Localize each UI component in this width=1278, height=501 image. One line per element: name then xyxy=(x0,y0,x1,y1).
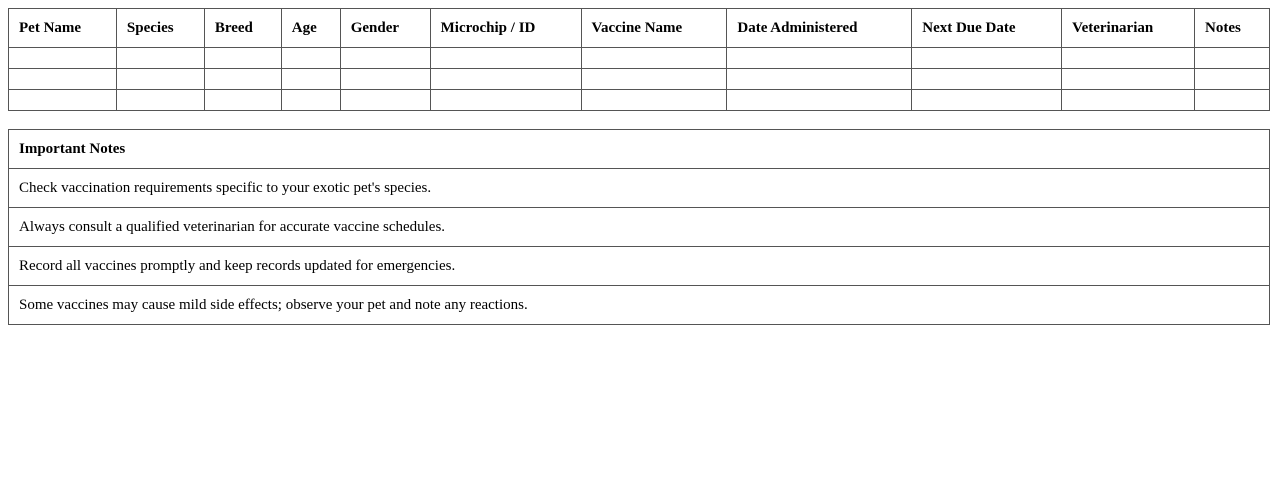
column-header-breed: Breed xyxy=(204,9,281,48)
table-cell[interactable] xyxy=(727,48,912,69)
table-cell[interactable] xyxy=(204,90,281,111)
table-cell[interactable] xyxy=(116,48,204,69)
table-cell[interactable] xyxy=(1195,48,1270,69)
table-row xyxy=(9,48,1270,69)
table-cell[interactable] xyxy=(1062,48,1195,69)
table-cell[interactable] xyxy=(116,69,204,90)
table-cell[interactable] xyxy=(340,48,430,69)
column-header-next-due-date: Next Due Date xyxy=(912,9,1062,48)
table-cell[interactable] xyxy=(1195,90,1270,111)
list-item xyxy=(9,169,1270,208)
table-cell[interactable] xyxy=(727,90,912,111)
note-text: Check vaccination requirements specific to your exotic pet's species. xyxy=(9,169,1270,208)
table-cell[interactable] xyxy=(581,69,727,90)
column-header-vaccine-name: Vaccine Name xyxy=(581,9,727,48)
table-cell[interactable] xyxy=(9,69,117,90)
column-header-pet-name: Pet Name xyxy=(9,9,117,48)
table-cell[interactable] xyxy=(430,90,581,111)
table-cell[interactable] xyxy=(727,69,912,90)
table-cell[interactable] xyxy=(281,69,340,90)
column-header-gender: Gender xyxy=(340,9,430,48)
table-cell[interactable] xyxy=(281,48,340,69)
table-cell[interactable] xyxy=(281,90,340,111)
table-cell[interactable] xyxy=(912,48,1062,69)
column-header-veterinarian: Veterinarian xyxy=(1062,9,1195,48)
table-cell[interactable] xyxy=(9,48,117,69)
table-cell[interactable] xyxy=(340,69,430,90)
table-cell[interactable] xyxy=(912,69,1062,90)
table-cell[interactable] xyxy=(1062,90,1195,111)
table-cell[interactable] xyxy=(581,90,727,111)
note-text: Record all vaccines promptly and keep records updated for emergencies. xyxy=(9,247,1270,286)
table-cell[interactable] xyxy=(204,48,281,69)
table-cell[interactable] xyxy=(581,48,727,69)
column-header-age: Age xyxy=(281,9,340,48)
table-cell[interactable] xyxy=(1195,69,1270,90)
table-cell[interactable] xyxy=(430,48,581,69)
vaccination-record-table xyxy=(8,8,1270,111)
table-row xyxy=(9,69,1270,90)
column-header-microchip-id: Microchip / ID xyxy=(430,9,581,48)
table-cell[interactable] xyxy=(116,90,204,111)
column-header-species: Species xyxy=(116,9,204,48)
list-item xyxy=(9,286,1270,325)
note-text: Always consult a qualified veterinarian for accurate vaccine schedules. xyxy=(9,208,1270,247)
important-notes-table xyxy=(8,129,1270,325)
table-cell[interactable] xyxy=(9,90,117,111)
table-cell[interactable] xyxy=(912,90,1062,111)
table-cell[interactable] xyxy=(204,69,281,90)
notes-title: Important Notes xyxy=(9,130,1270,169)
column-header-notes: Notes xyxy=(1195,9,1270,48)
table-header-row xyxy=(9,9,1270,48)
note-text: Some vaccines may cause mild side effects; observe your pet and note any reactions. xyxy=(9,286,1270,325)
list-item xyxy=(9,247,1270,286)
list-item xyxy=(9,208,1270,247)
table-cell[interactable] xyxy=(340,90,430,111)
column-header-date-administered: Date Administered xyxy=(727,9,912,48)
table-cell[interactable] xyxy=(1062,69,1195,90)
table-row xyxy=(9,90,1270,111)
notes-header-row xyxy=(9,130,1270,169)
table-cell[interactable] xyxy=(430,69,581,90)
